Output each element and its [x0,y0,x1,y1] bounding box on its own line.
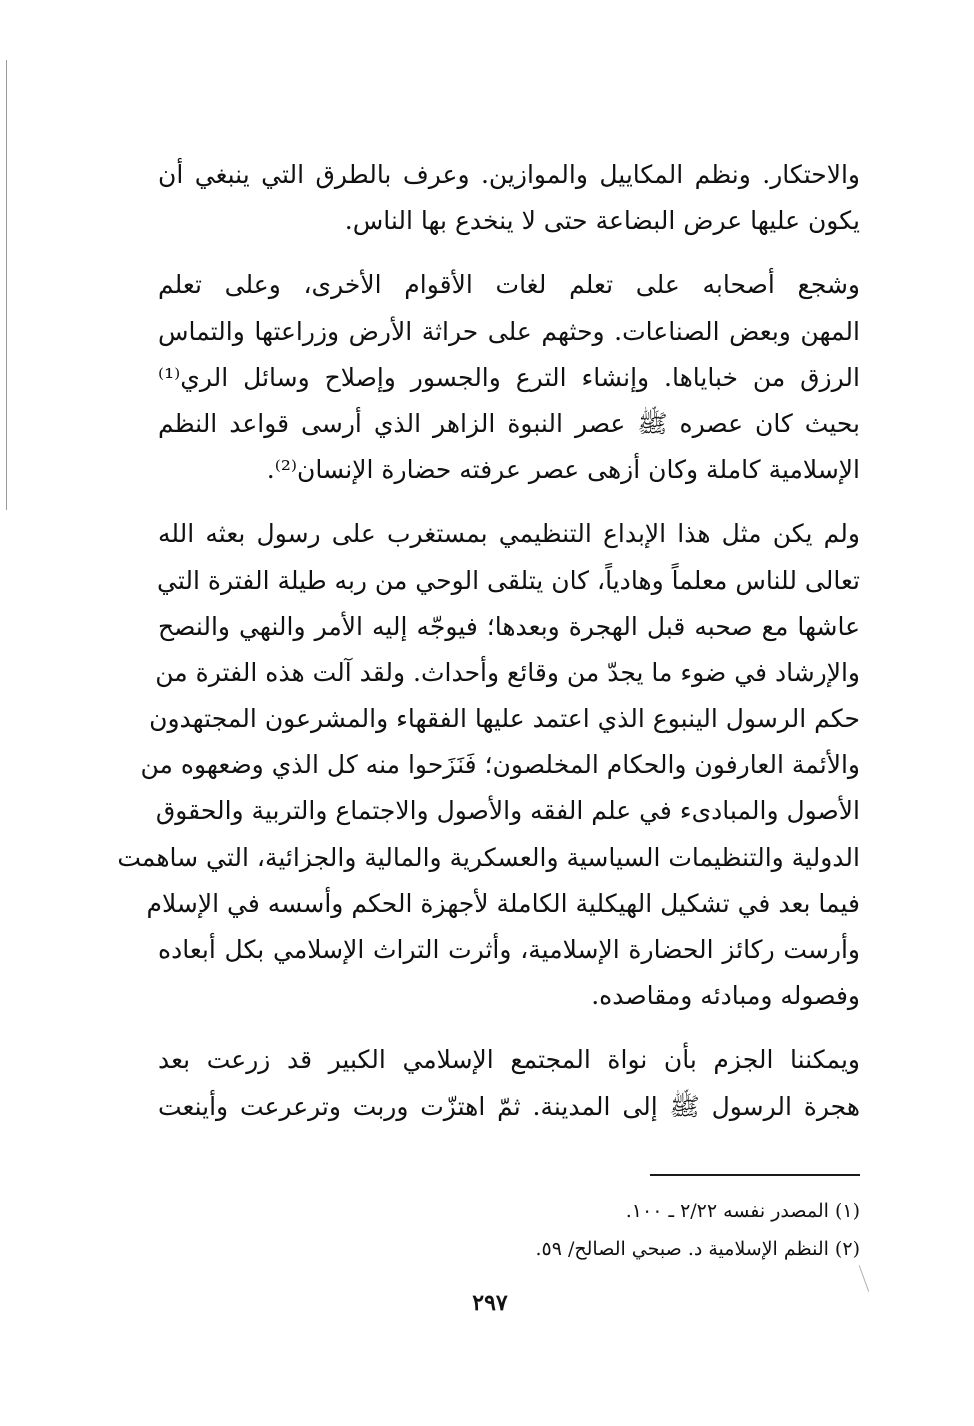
footnotes [300,1192,860,1268]
text-line: وأرست ركائز الحضارة الإسلامية، وأثرت التراث الإسلامي بكل أبعاده [158,935,860,964]
footnote-2: (٢) النظم الإسلامية د. صبحي الصالح/ ٥٩. [535,1238,860,1260]
text-line: تعالى للناس معلماً وهادياً، كان يتلقى الوحي من ربه طيلة الفترة التي [156,565,860,595]
text-line: بحيث كان عصره ﷺ عصر النبوة الزاهر الذي أرسى قواعد النظم [158,408,861,438]
text-line: فيما بعد في تشكيل الهيكلية الكاملة لأجهزة الحكم وأسسه في الإسلام [146,888,860,918]
text-line: عاشها مع صحبه قبل الهجرة وبعدها؛ فيوجّه إليه الأمر والنهي والنصح [158,611,860,641]
text-line: ويمكننا الجزم بأن نواة المجتمع الإسلامي الكبير قد زرعت بعد [158,1045,860,1075]
text-line: الإسلامية كاملة وكان أزهى عصر عرفته حضارة الإنسان⁽²⁾. [266,455,860,485]
text-line: حكم الرسول الينبوع الذي اعتمد عليها الفقهاء والمشرعون المجتهدون [149,704,860,734]
text-line: وفصوله ومبادئه ومقاصده. [591,981,860,1011]
text-line: هجرة الرسول ﷺ إلى المدينة. ثمّ اهتزّت وربت وترعرعت وأينعت [158,1091,860,1121]
paragraph-2 [158,262,860,493]
page-number: ٢٩٧ [472,1290,508,1316]
text-line: وشجع أصحابه على تعلم لغات الأقوام الأخرى، وعلى تعلم [158,270,860,300]
text-line: والاحتكار. ونظم المكاييل والموازين. وعرف بالطرق التي ينبغي أن [158,160,860,189]
footnote-divider [650,1174,860,1176]
text-line: ولم يكن مثل هذا الإبداع التنظيمي بمستغرب على رسول بعثه الله [158,519,860,549]
text-line: الرزق من خباياها. وإنشاء الترع والجسور وإصلاح وسائل الري⁽¹⁾ [158,362,860,392]
paragraph-1 [158,152,860,244]
paragraph-3 [117,511,860,1019]
footnote-1: (١) المصدر نفسه ٢/٢٢ ـ ١٠٠. [625,1200,860,1222]
paragraph-4 [158,1037,860,1129]
main-text [117,152,861,1130]
scan-mark [859,1260,883,1291]
text-line: والأئمة العارفون والحكام المخلصون؛ فَنَزَحوا منه كل الذي وضعهوه من [140,750,860,780]
scan-edge-line [6,60,7,510]
text-line: الأصول والمبادىء في علم الفقه والأصول والاجتماع والتربية والحقوق [155,796,860,826]
text-line: والإرشاد في ضوء ما يجدّ من وقائع وأحداث. ولقد آلت هذه الفترة من [155,657,860,687]
text-line: يكون عليها عرض البضاعة حتى لا ينخدع بها الناس. [344,206,860,236]
text-line: الدولية والتنظيمات السياسية والعسكرية والمالية والجزائية، التي ساهمت [117,842,860,872]
text-line: المهن وبعض الصناعات. وحثهم على حراثة الأرض وزراعتها والتماس [158,316,860,346]
